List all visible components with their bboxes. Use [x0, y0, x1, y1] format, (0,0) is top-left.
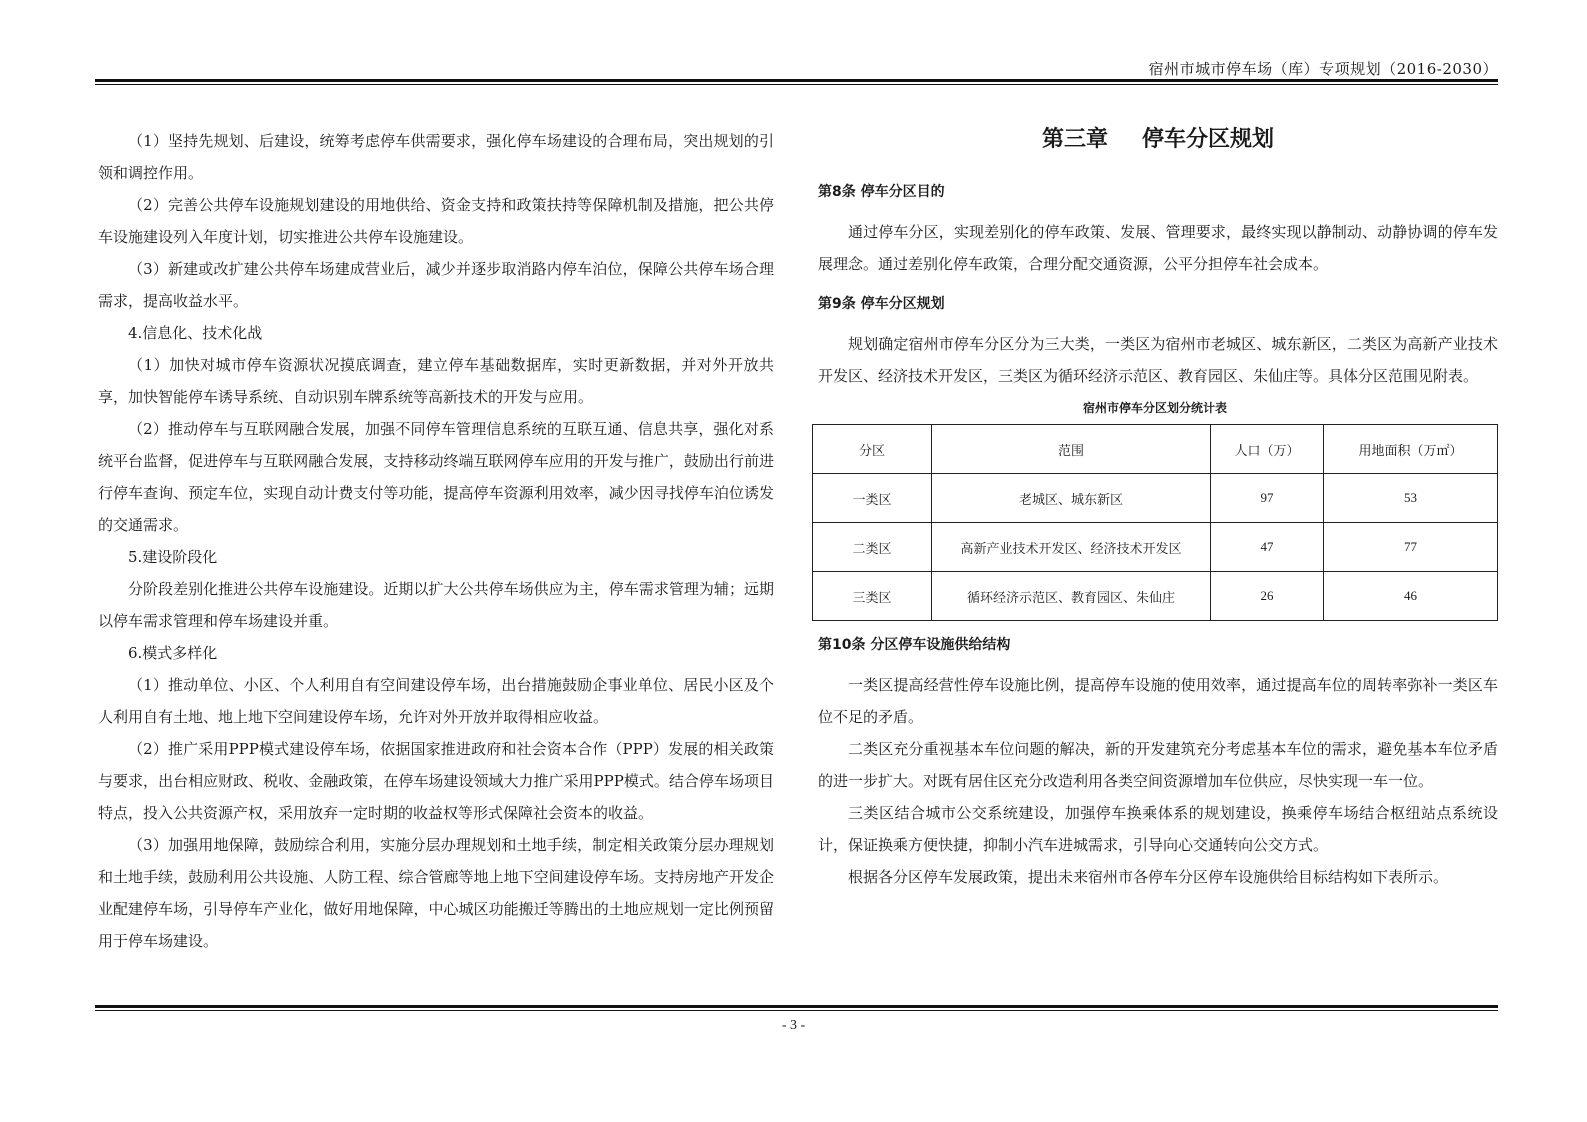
header-rule-thin [95, 84, 1498, 85]
table-cell: 53 [1324, 474, 1498, 523]
article-9-heading: 第9条 停车分区规划 [818, 296, 945, 312]
table-row [813, 474, 1498, 523]
table-header-row [813, 425, 1498, 474]
table-caption: 宿州市停车分区划分统计表 [1082, 401, 1227, 415]
section-subheading: 6.模式多样化 [128, 644, 218, 662]
table-cell: 一类区 [813, 474, 932, 523]
table-header-cell: 分区 [813, 425, 932, 474]
chapter-name: 停车分区规划 [1142, 127, 1275, 152]
paragraph: （1）坚持先规划、后建设，统筹考虑停车供需要求，强化停车场建设的合理布局，突出规划的引领和调控作用。 [98, 132, 774, 182]
chapter-title [818, 122, 1498, 158]
table-cell: 77 [1324, 523, 1498, 572]
paragraph: （3）新建或改扩建公共停车场建成营业后，减少并逐步取消路内停车泊位，保障公共停车场合理需求，提高收益水平。 [98, 260, 774, 310]
table-row [813, 523, 1498, 572]
table-cell: 97 [1211, 474, 1324, 523]
header-rule-thick [95, 79, 1498, 82]
table-cell: 26 [1211, 572, 1324, 621]
article-10-heading: 第10条 分区停车设施供给结构 [818, 637, 1011, 653]
article-8-heading: 第8条 停车分区目的 [818, 184, 945, 200]
table-header-cell: 人口（万） [1211, 425, 1324, 474]
table-cell: 46 [1324, 572, 1498, 621]
paragraph: （2）推动停车与互联网融合发展，加强不同停车管理信息系统的互联互通、信息共享，强化对系统平台监督，促进停车与互联网融合发展，支持移动终端互联网停车应用的开发与推广，鼓励出行前进行停车查询、预定车位，实现自动计费支付等功能，提高停车资源利用效率，减少因寻找停车泊位诱发的交通需求。 [98, 420, 774, 534]
document-header-title: 宿州市城市停车场（库）专项规划（2016-2030） [1148, 60, 1498, 78]
left-column [98, 125, 774, 957]
page-number: - 3 - [781, 1018, 806, 1033]
footer-rule-thick [95, 1005, 1498, 1008]
article-8-text: 通过停车分区，实现差别化的停车政策、发展、管理要求，最终实现以静制动、动静协调的停车发展理念。通过差别化停车政策，合理分配交通资源，公平分担停车社会成本。 [818, 223, 1498, 273]
table-cell: 老城区、城东新区 [932, 474, 1211, 523]
table-row [813, 572, 1498, 621]
parking-zone-table [812, 424, 1498, 621]
paragraph: 分阶段差别化推进公共停车设施建设。近期以扩大公共停车场供应为主，停车需求管理为辅；远期以停车需求管理和停车场建设并重。 [98, 580, 774, 630]
right-column [818, 125, 1498, 893]
paragraph: （1）推动单位、小区、个人利用自有空间建设停车场，出台措施鼓励企事业单位、居民小区及个人利用自有土地、地上地下空间建设停车场，允许对外开放并取得相应收益。 [98, 676, 774, 726]
section-subheading: 4.信息化、技术化战 [128, 324, 263, 342]
table-header-cell: 范围 [932, 425, 1211, 474]
article-10-paragraph: 二类区充分重视基本车位问题的解决，新的开发建筑充分考虑基本车位的需求，避免基本车位矛盾的进一步扩大。对既有居住区充分改造利用各类空间资源增加车位供应，尽快实现一车一位。 [818, 740, 1498, 790]
paragraph: （2）完善公共停车设施规划建设的用地供给、资金支持和政策扶持等保障机制及措施，把公共停车设施建设列入年度计划，切实推进公共停车设施建设。 [98, 196, 774, 246]
table-cell: 循环经济示范区、教育园区、朱仙庄 [932, 572, 1211, 621]
chapter-number: 第三章 [1041, 127, 1108, 152]
paragraph: （3）加强用地保障，鼓励综合利用，实施分层办理规划和土地手续，制定相关政策分层办理规划和土地手续，鼓励利用公共设施、人防工程、综合管廊等地上地下空间建设停车场。支持房地产开发企业配建停车场，引导停车产业化，做好用地保障，中心城区功能搬迁等腾出的土地应规划一定比例预留用于停车场建设。 [98, 836, 774, 950]
footer-rule-thin [95, 1010, 1498, 1011]
article-10-paragraph: 一类区提高经营性停车设施比例，提高停车设施的使用效率，通过提高车位的周转率弥补一类区车位不足的矛盾。 [818, 676, 1498, 726]
table-cell: 高新产业技术开发区、经济技术开发区 [932, 523, 1211, 572]
paragraph: （2）推广采用PPP模式建设停车场，依据国家推进政府和社会资本合作（PPP）发展的相关政策与要求，出台相应财政、税收、金融政策，在停车场建设领域大力推广采用PPP模式。结合停车场项目特点，投入公共资源产权，采用放弃一定时期的收益权等形式保障社会资本的收益。 [98, 740, 774, 822]
article-10-paragraph: 三类区结合城市公交系统建设，加强停车换乘体系的规划建设，换乘停车场结合枢纽站点系统设计，保证换乘方便快捷，抑制小汽车进城需求，引导向心交通转向公交方式。 [818, 804, 1498, 854]
table-cell: 二类区 [813, 523, 932, 572]
article-10-paragraph: 根据各分区停车发展政策，提出未来宿州市各停车分区停车设施供给目标结构如下表所示。 [848, 868, 1449, 886]
table-cell: 47 [1211, 523, 1324, 572]
paragraph: （1）加快对城市停车资源状况摸底调查，建立停车基础数据库，实时更新数据，并对外开放共享，加快智能停车诱导系统、自动识别车牌系统等高新技术的开发与应用。 [98, 356, 774, 406]
table-header-cell: 用地面积（万㎡） [1324, 425, 1498, 474]
table-cell: 三类区 [813, 572, 932, 621]
article-9-text: 规划确定宿州市停车分区分为三大类，一类区为宿州市老城区、城东新区，二类区为高新产业技术开发区、经济技术开发区，三类区为循环经济示范区、教育园区、朱仙庄等。具体分区范围见附表。 [818, 335, 1498, 385]
section-subheading: 5.建设阶段化 [128, 548, 218, 566]
